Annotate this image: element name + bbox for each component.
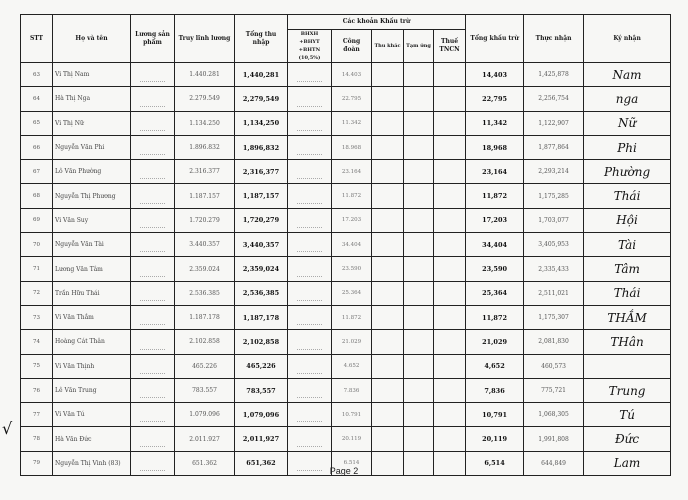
tong-khau-tru-cell: 20,119 [466,427,524,451]
cong-doan-cell: 23.590 [332,257,372,281]
thue-cell [434,378,466,402]
name-cell: Vi Văn Thắm [53,305,131,329]
header-cong-doan: Công đoàn [332,30,372,63]
header-thuc-nhan: Thực nhận [524,15,584,63]
thuc-nhan-cell: 460,573 [524,354,584,378]
header-stt: STT [21,15,53,63]
bhxh-cell [288,330,332,354]
cong-doan-cell: 20.119 [332,427,372,451]
tam-ung-cell [404,378,434,402]
luong-san-pham-cell [131,184,175,208]
tong-thu-nhap-cell: 1,187,178 [235,305,288,329]
name-cell: Hà Văn Đức [53,427,131,451]
thuc-nhan-cell: 1,703,077 [524,208,584,232]
stt-cell: 66 [21,135,53,159]
luong-san-pham-cell [131,403,175,427]
bhxh-cell [288,403,332,427]
tong-thu-nhap-cell: 1,134,250 [235,111,288,135]
truy-linh-cell: 1.134.250 [175,111,235,135]
table-row [21,427,671,451]
stt-cell: 78 [21,427,53,451]
stt-cell: 65 [21,111,53,135]
name-cell: Lê Văn Trung [53,378,131,402]
table-row [21,305,671,329]
name-cell: Hà Thị Nga [53,87,131,111]
truy-linh-cell: 783.557 [175,378,235,402]
bhxh-cell [288,208,332,232]
tong-khau-tru-cell: 11,872 [466,184,524,208]
luong-san-pham-cell [131,87,175,111]
cong-doan-cell: 6.514 [332,451,372,475]
tong-khau-tru-cell: 25,364 [466,281,524,305]
tong-thu-nhap-cell: 2,359,024 [235,257,288,281]
cong-doan-cell: 11.872 [332,305,372,329]
thu-khac-cell [372,427,404,451]
thue-cell [434,233,466,257]
tong-khau-tru-cell: 6,514 [466,451,524,475]
thuc-nhan-cell: 3,405,953 [524,233,584,257]
cong-doan-cell: 18.968 [332,135,372,159]
bhxh-cell [288,87,332,111]
thue-cell [434,330,466,354]
thu-khac-cell [372,354,404,378]
tong-khau-tru-cell: 23,590 [466,257,524,281]
luong-san-pham-cell [131,160,175,184]
table-row [21,378,671,402]
cong-doan-cell: 23.164 [332,160,372,184]
tam-ung-cell [404,184,434,208]
tong-khau-tru-cell: 4,652 [466,354,524,378]
luong-san-pham-cell [131,305,175,329]
tong-thu-nhap-cell: 3,440,357 [235,233,288,257]
bhxh-cell [288,305,332,329]
luong-san-pham-cell [131,354,175,378]
truy-linh-cell: 465.226 [175,354,235,378]
tam-ung-cell [404,87,434,111]
stt-cell: 72 [21,281,53,305]
bhxh-cell [288,281,332,305]
tong-khau-tru-cell: 7,836 [466,378,524,402]
tam-ung-cell [404,135,434,159]
name-cell: Vi Thị Nam [53,63,131,87]
header-ky-nhan: Ký nhận [584,15,671,63]
bhxh-cell [288,233,332,257]
thu-khac-cell [372,111,404,135]
signature-cell: THân [584,330,671,354]
name-cell: Lương Văn Tâm [53,257,131,281]
tong-thu-nhap-cell: 1,079,096 [235,403,288,427]
bhxh-cell [288,257,332,281]
thu-khac-cell [372,63,404,87]
thuc-nhan-cell: 1,175,285 [524,184,584,208]
thuc-nhan-cell: 1,877,864 [524,135,584,159]
thu-khac-cell [372,160,404,184]
check-mark: √ [2,419,13,438]
tong-khau-tru-cell: 17,203 [466,208,524,232]
signature-cell: Đức [584,427,671,451]
header-tong-thu-nhap: Tổng thu nhập [235,15,288,63]
thuc-nhan-cell: 1,122,907 [524,111,584,135]
stt-cell: 73 [21,305,53,329]
tong-thu-nhap-cell: 1,720,279 [235,208,288,232]
page-label: Page 2 [329,466,359,476]
bhxh-cell [288,354,332,378]
thuc-nhan-cell: 2,081,830 [524,330,584,354]
header-tam-ung: Tạm ứng [404,30,434,63]
header-bhxh: BHXH +BHYT +BHTN (10,5%) [288,30,332,63]
cong-doan-cell: 10.791 [332,403,372,427]
header-cac-khoan-khau-tru: Các khoản Khấu trừ [288,15,466,30]
cong-doan-cell: 34.404 [332,233,372,257]
stt-cell: 75 [21,354,53,378]
cong-doan-cell: 17.203 [332,208,372,232]
table-row [21,184,671,208]
stt-cell: 63 [21,63,53,87]
thue-cell [434,257,466,281]
luong-san-pham-cell [131,257,175,281]
table-row [21,330,671,354]
thue-cell [434,208,466,232]
thuc-nhan-cell: 775,721 [524,378,584,402]
bhxh-cell [288,111,332,135]
luong-san-pham-cell [131,135,175,159]
thuc-nhan-cell: 2,335,433 [524,257,584,281]
luong-san-pham-cell [131,378,175,402]
name-cell: Trần Hữu Thái [53,281,131,305]
tam-ung-cell [404,63,434,87]
table-row [21,111,671,135]
bhxh-cell [288,378,332,402]
cong-doan-cell: 11.872 [332,184,372,208]
stt-cell: 67 [21,160,53,184]
luong-san-pham-cell [131,281,175,305]
bhxh-cell [288,135,332,159]
luong-san-pham-cell [131,330,175,354]
signature-cell: Lam [584,451,671,475]
thue-cell [434,403,466,427]
truy-linh-cell: 2.316.377 [175,160,235,184]
thue-cell [434,184,466,208]
thue-cell [434,427,466,451]
bhxh-cell [288,427,332,451]
thue-cell [434,63,466,87]
tam-ung-cell [404,281,434,305]
truy-linh-cell: 1.187.157 [175,184,235,208]
name-cell: Nguyễn Văn Tài [53,233,131,257]
table-row [21,87,671,111]
thu-khac-cell [372,208,404,232]
tong-khau-tru-cell: 11,342 [466,111,524,135]
tong-khau-tru-cell: 34,404 [466,233,524,257]
stt-cell: 70 [21,233,53,257]
table-row [21,233,671,257]
tong-thu-nhap-cell: 2,536,385 [235,281,288,305]
thu-khac-cell [372,330,404,354]
header-tong-khau-tru: Tổng khấu trừ [466,15,524,63]
signature-cell: nga [584,87,671,111]
name-cell: Vi Văn Thịnh [53,354,131,378]
signature-cell: Phường [584,160,671,184]
signature-cell: Thái [584,184,671,208]
thue-cell [434,87,466,111]
truy-linh-cell: 2.279.549 [175,87,235,111]
luong-san-pham-cell [131,111,175,135]
tong-khau-tru-cell: 23,164 [466,160,524,184]
tam-ung-cell [404,403,434,427]
cong-doan-cell: 4.652 [332,354,372,378]
tong-khau-tru-cell: 21,029 [466,330,524,354]
thue-cell [434,281,466,305]
truy-linh-cell: 651.362 [175,451,235,475]
tong-khau-tru-cell: 22,795 [466,87,524,111]
table-row [21,354,671,378]
table-row [21,135,671,159]
signature-cell: Thái [584,281,671,305]
signature-cell: Nam [584,63,671,87]
truy-linh-cell: 1.187.178 [175,305,235,329]
name-cell: Nguyễn Thị Phương [53,184,131,208]
header-luong-san-pham: Lương sản phẩm [131,15,175,63]
tam-ung-cell [404,427,434,451]
name-cell: Vi Văn Tú [53,403,131,427]
tong-thu-nhap-cell: 1,440,281 [235,63,288,87]
tam-ung-cell [404,160,434,184]
thuc-nhan-cell: 2,293,214 [524,160,584,184]
tam-ung-cell [404,330,434,354]
bhxh-cell [288,160,332,184]
cong-doan-cell: 21.029 [332,330,372,354]
table-row [21,281,671,305]
thu-khac-cell [372,305,404,329]
cong-doan-cell: 11.342 [332,111,372,135]
thue-cell [434,160,466,184]
cong-doan-cell: 22.795 [332,87,372,111]
bhxh-cell [288,63,332,87]
tong-khau-tru-cell: 11,872 [466,305,524,329]
tong-thu-nhap-cell: 1,187,157 [235,184,288,208]
signature-cell: Phi [584,135,671,159]
thuc-nhan-cell: 644,849 [524,451,584,475]
cong-doan-cell: 25.364 [332,281,372,305]
thuc-nhan-cell: 1,068,305 [524,403,584,427]
stt-cell: 64 [21,87,53,111]
cong-doan-cell: 14.403 [332,63,372,87]
name-cell: Hoàng Cát Thân [53,330,131,354]
tam-ung-cell [404,111,434,135]
thue-cell [434,111,466,135]
truy-linh-cell: 1.079.096 [175,403,235,427]
thuc-nhan-cell: 2,256,754 [524,87,584,111]
name-cell: Nguyễn Thị Vinh (83) [53,451,131,475]
thuc-nhan-cell: 1,425,878 [524,63,584,87]
thu-khac-cell [372,184,404,208]
header-thue-tncn: Thuế TNCN [434,30,466,63]
thu-khac-cell [372,378,404,402]
tong-thu-nhap-cell: 2,279,549 [235,87,288,111]
thue-cell [434,135,466,159]
truy-linh-cell: 1.720.279 [175,208,235,232]
table-row [21,160,671,184]
table-row [21,208,671,232]
name-cell: Nguyễn Văn Phi [53,135,131,159]
thue-cell [434,354,466,378]
table-row [21,63,671,87]
thu-khac-cell [372,87,404,111]
signature-cell: Tú [584,403,671,427]
thuc-nhan-cell: 2,511,021 [524,281,584,305]
tong-thu-nhap-cell: 1,896,832 [235,135,288,159]
name-cell: Vi Văn Suy [53,208,131,232]
tong-thu-nhap-cell: 783,557 [235,378,288,402]
tong-thu-nhap-cell: 465,226 [235,354,288,378]
signature-cell: Nữ [584,111,671,135]
tong-thu-nhap-cell: 2,011,927 [235,427,288,451]
table-row [21,403,671,427]
thu-khac-cell [372,233,404,257]
stt-cell: 74 [21,330,53,354]
cong-doan-cell: 7.836 [332,378,372,402]
table-row [21,257,671,281]
payroll-table [20,14,671,476]
tong-thu-nhap-cell: 2,316,377 [235,160,288,184]
truy-linh-cell: 2.011.927 [175,427,235,451]
luong-san-pham-cell [131,208,175,232]
luong-san-pham-cell [131,233,175,257]
stt-cell: 68 [21,184,53,208]
signature-cell: Tâm [584,257,671,281]
tong-khau-tru-cell: 10,791 [466,403,524,427]
stt-cell: 71 [21,257,53,281]
tam-ung-cell [404,354,434,378]
tam-ung-cell [404,233,434,257]
truy-linh-cell: 1.896.832 [175,135,235,159]
thu-khac-cell [372,281,404,305]
tam-ung-cell [404,257,434,281]
stt-cell: 69 [21,208,53,232]
thue-cell [434,305,466,329]
thuc-nhan-cell: 1,175,307 [524,305,584,329]
luong-san-pham-cell [131,63,175,87]
tong-khau-tru-cell: 18,968 [466,135,524,159]
table-body [21,63,671,476]
stt-cell: 79 [21,451,53,475]
stt-cell: 77 [21,403,53,427]
luong-san-pham-cell [131,427,175,451]
tong-khau-tru-cell: 14,403 [466,63,524,87]
stt-cell: 76 [21,378,53,402]
signature-cell: Trung [584,378,671,402]
signature-cell: Hội [584,208,671,232]
tam-ung-cell [404,208,434,232]
signature-cell [584,354,671,378]
thu-khac-cell [372,257,404,281]
bhxh-cell [288,184,332,208]
thuc-nhan-cell: 1,991,808 [524,427,584,451]
tam-ung-cell [404,305,434,329]
thu-khac-cell [372,403,404,427]
tong-thu-nhap-cell: 651,362 [235,451,288,475]
tong-thu-nhap-cell: 2,102,858 [235,330,288,354]
header-truy-linh-luong: Truy lĩnh lương [175,15,235,63]
signature-cell: Tài [584,233,671,257]
truy-linh-cell: 2.102.858 [175,330,235,354]
name-cell: Lô Văn Phường [53,160,131,184]
truy-linh-cell: 2.359.024 [175,257,235,281]
signature-cell: THẮM [584,305,671,329]
name-cell: Vi Thị Nữ [53,111,131,135]
truy-linh-cell: 2.536.385 [175,281,235,305]
header-thu-khac: Thu khác [372,30,404,63]
truy-linh-cell: 3.440.357 [175,233,235,257]
header-ho-ten: Họ và tên [53,15,131,63]
table-header [21,15,671,63]
thu-khac-cell [372,135,404,159]
truy-linh-cell: 1.440.281 [175,63,235,87]
